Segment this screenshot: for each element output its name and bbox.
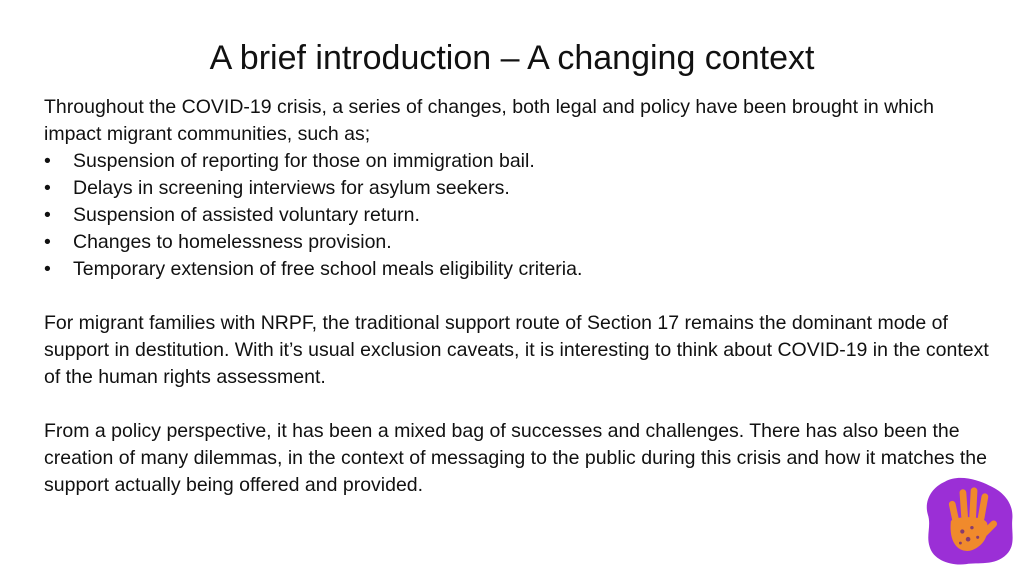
paragraph-spacer [44, 283, 994, 310]
intro-paragraph: Throughout the COVID-19 crisis, a series of changes, both legal and policy have been brought in which impact migrant communities, such as; [44, 96, 934, 145]
handprint-logo-icon [922, 472, 1018, 568]
list-item: • Changes to homelessness provision. [44, 229, 994, 256]
policy-paragraph: From a policy perspective, it has been a mixed bag of successes and challenges. There has also been the creation of many dilemmas, in the context of messaging to the public during this crisis and how it matches the support actually being offered and provided. [44, 420, 987, 496]
list-item: • Temporary extension of free school meals eligibility criteria. [44, 256, 994, 283]
page-title: A brief introduction – A changing context [209, 39, 815, 77]
slide-body [44, 94, 994, 499]
paragraph-spacer [44, 391, 994, 418]
nrpf-paragraph: For migrant families with NRPF, the traditional support route of Section 17 remains the dominant mode of support in destitution. With it’s usual exclusion caveats, it is interesting to think about COVID-19 in the context of the human rights assessment. [44, 312, 989, 388]
changes-list [44, 148, 994, 283]
list-item: • Suspension of assisted voluntary return. [44, 202, 994, 229]
list-item: • Delays in screening interviews for asylum seekers. [44, 175, 994, 202]
list-item: • Suspension of reporting for those on immigration bail. [44, 148, 994, 175]
